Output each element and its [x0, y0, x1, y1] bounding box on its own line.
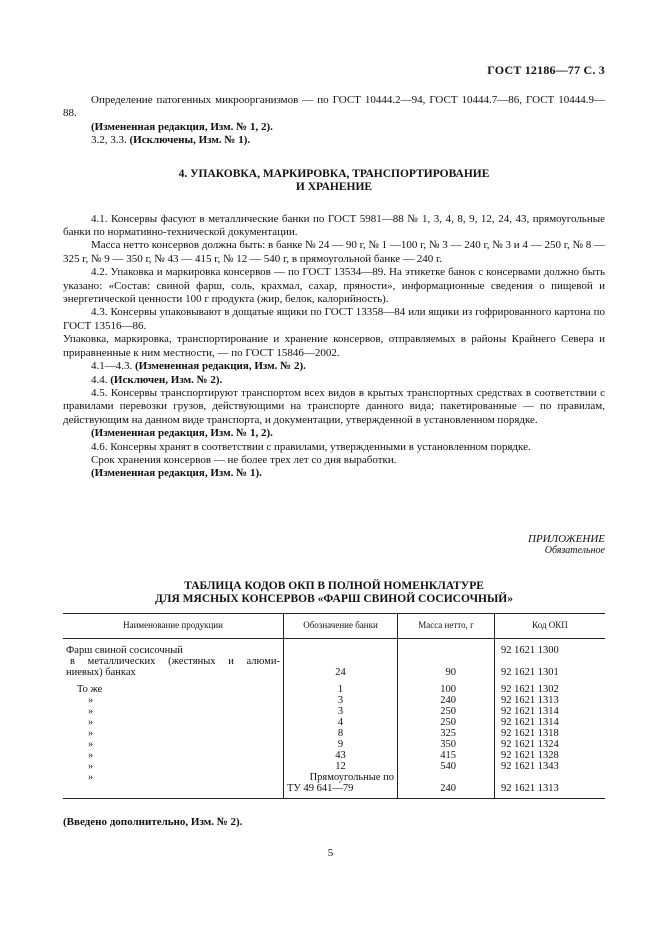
- product-name-line: ниевых) банках: [66, 666, 136, 678]
- can-designation: 12: [284, 761, 398, 772]
- appendix-label: [63, 533, 605, 557]
- table-row: [63, 706, 605, 717]
- product-name: »: [88, 727, 94, 739]
- net-mass: [398, 638, 495, 656]
- table-row: [63, 638, 605, 656]
- okp-code: 92 1621 1328: [495, 750, 606, 761]
- okp-code: 92 1621 1300: [495, 638, 606, 656]
- can-designation: [284, 638, 398, 656]
- product-name: То же: [77, 683, 103, 695]
- can-designation: 1: [284, 678, 398, 695]
- can-designation: 8: [284, 728, 398, 739]
- table-row: [63, 750, 605, 761]
- okp-code: 92 1621 1301: [495, 656, 606, 678]
- can-designation-line: Прямоугольные по: [309, 771, 394, 783]
- product-name-line: в металлических (жестяных и алюми-: [70, 655, 280, 667]
- net-mass: 90: [398, 656, 495, 678]
- table-row: [63, 761, 605, 772]
- section-title-line: И ХРАНЕНИЕ: [295, 180, 373, 193]
- appendix-status: Обязательное: [544, 544, 605, 556]
- paragraph-3-2: [63, 134, 605, 147]
- paragraph-4-4: [63, 374, 605, 387]
- column-header-product: Наименование продукции: [63, 613, 284, 638]
- can-designation: 24: [284, 656, 398, 678]
- okp-codes-table: [63, 613, 605, 799]
- page-number: 5: [327, 847, 334, 859]
- net-mass: 250: [398, 717, 495, 728]
- product-name: »: [88, 716, 94, 728]
- section-title: [63, 168, 605, 194]
- okp-code: 92 1621 1302: [495, 678, 606, 695]
- can-designation: 4: [284, 717, 398, 728]
- can-designation: 9: [284, 739, 398, 750]
- paragraph-4-3-north: Упаковка, маркировка, транспортирование и хранение консервов, отправляемых в районы Крайнего Севера и приравненные к ним местности, — по ГОСТ 15846—2002.: [63, 333, 605, 359]
- paragraph-4-6: 4.6. Консервы хранят в соответствии с правилами, утвержденными в установленном порядке.: [91, 440, 531, 453]
- table-row: [63, 739, 605, 750]
- net-mass: 100: [398, 678, 495, 695]
- okp-code: 92 1621 1313: [495, 772, 606, 799]
- table-header-row: [63, 613, 605, 638]
- table-title-line: ТАБЛИЦА КОДОВ ОКП В ПОЛНОЙ НОМЕНКЛАТУРЕ: [184, 579, 484, 592]
- net-mass: 240: [398, 695, 495, 706]
- column-header-okp: Код ОКП: [495, 613, 606, 638]
- clause-number: 4.1—4.3.: [91, 360, 133, 373]
- can-designation: [284, 772, 398, 799]
- net-mass: 325: [398, 728, 495, 739]
- table-row: [63, 728, 605, 739]
- product-name: »: [88, 705, 94, 717]
- net-mass: 250: [398, 706, 495, 717]
- table-row: [63, 772, 605, 799]
- table-row: [63, 717, 605, 728]
- document-body: [63, 94, 605, 829]
- table-row: [63, 678, 605, 695]
- okp-code: 92 1621 1313: [495, 695, 606, 706]
- table-row: [63, 695, 605, 706]
- amendment-note: (Измененная редакция, Изм. № 1, 2).: [91, 120, 273, 133]
- product-name: »: [88, 694, 94, 706]
- product-name: »: [88, 749, 94, 761]
- okp-code: 92 1621 1324: [495, 739, 606, 750]
- paragraph-storage: Срок хранения консервов — не более трех лет со дня выработки.: [91, 453, 397, 466]
- clause-number: 3.2, 3.3.: [91, 134, 127, 147]
- section-title-line: 4. УПАКОВКА, МАРКИРОВКА, ТРАНСПОРТИРОВАНИЕ: [178, 167, 490, 180]
- net-mass: 415: [398, 750, 495, 761]
- product-name: »: [63, 772, 284, 799]
- okp-code: 92 1621 1318: [495, 728, 606, 739]
- page-header: ГОСТ 12186—77 С. 3: [487, 63, 605, 77]
- net-mass: 540: [398, 761, 495, 772]
- amendment-note: (Измененная редакция, Изм. № 2).: [135, 360, 306, 373]
- appendix-title: ПРИЛОЖЕНИЕ: [528, 532, 605, 545]
- paragraph-net-mass: Масса нетто консервов должна быть: в банке № 24 — 90 г, № 1 —100 г, № 3 — 240 г, № 3 и 4 — 250 г, № 8 — 325 г, № 9 — 350 г, № 43 — 415 г, № 12 — 540 г, в прямоугольной банке — 240 г.: [63, 239, 605, 265]
- net-mass: 240: [398, 772, 495, 799]
- can-designation: 3: [284, 695, 398, 706]
- paragraph-4-3: 4.3. Консервы упаковывают в дощатые ящики по ГОСТ 13358—84 или ящики из гофрированного картона по ГОСТ 13516—86.: [63, 306, 605, 332]
- okp-code: 92 1621 1343: [495, 761, 606, 772]
- okp-code: 92 1621 1314: [495, 717, 606, 728]
- product-name: »: [88, 738, 94, 750]
- product-name: Фарш свиной сосисочный: [66, 644, 183, 656]
- product-name: »: [88, 760, 94, 772]
- table-title: [63, 580, 605, 606]
- clause-number: 4.4.: [91, 373, 108, 386]
- column-header-can: Обозначение банки: [284, 613, 398, 638]
- can-designation: 43: [284, 750, 398, 761]
- okp-code: 92 1621 1314: [495, 706, 606, 717]
- net-mass: 350: [398, 739, 495, 750]
- column-header-mass: Масса нетто, г: [398, 613, 495, 638]
- amendment-note: (Исключены, Изм. № 1).: [129, 134, 251, 147]
- paragraph-4-5: 4.5. Консервы транспортируют транспортом всех видов в крытых транспортных средствах в соответствии с правилами перевозки грузов, действующими на транспорте данного вида; пакетированные — по правилам, действующим на данном виде транспорта, и документации, утвержденной в установленном порядке.: [63, 386, 605, 426]
- amendment-note: (Введено дополнительно, Изм. № 2).: [63, 815, 243, 828]
- table-row: [63, 656, 605, 678]
- can-designation: 3: [284, 706, 398, 717]
- paragraph-4-2: 4.2. Упаковка и маркировка консервов — по ГОСТ 13534—89. На этикетке банок с консервами должно быть указано: «Состав: свиной фарш, соль, крахмал, сахар, пряности», информационные сведения о пищевой и энергетической ценности 100 г продукта (жир, белок, калорийность).: [63, 266, 605, 306]
- paragraph-4-1-4-3: [63, 360, 605, 373]
- amendment-note: (Измененная редакция, Изм. № 1).: [91, 467, 262, 480]
- paragraph-4-1: 4.1. Консервы фасуют в металлические банки по ГОСТ 5981—88 № 1, 3, 4, 8, 9, 12, 24, 43, прямоугольные банки по нормативно-технической документации.: [63, 212, 605, 239]
- can-designation-line: ТУ 49 641—79: [287, 782, 354, 794]
- amendment-note: (Исключен, Изм. № 2).: [110, 373, 223, 386]
- product-name: [63, 656, 284, 678]
- amendment-note: (Измененная редакция, Изм. № 1, 2).: [91, 427, 273, 440]
- paragraph-pathogens: Определение патогенных микроорганизмов — по ГОСТ 10444.2—94, ГОСТ 10444.7—86, ГОСТ 10444.9—88.: [63, 94, 605, 120]
- table-title-line: ДЛЯ МЯСНЫХ КОНСЕРВОВ «ФАРШ СВИНОЙ СОСИСОЧНЫЙ»: [155, 592, 513, 605]
